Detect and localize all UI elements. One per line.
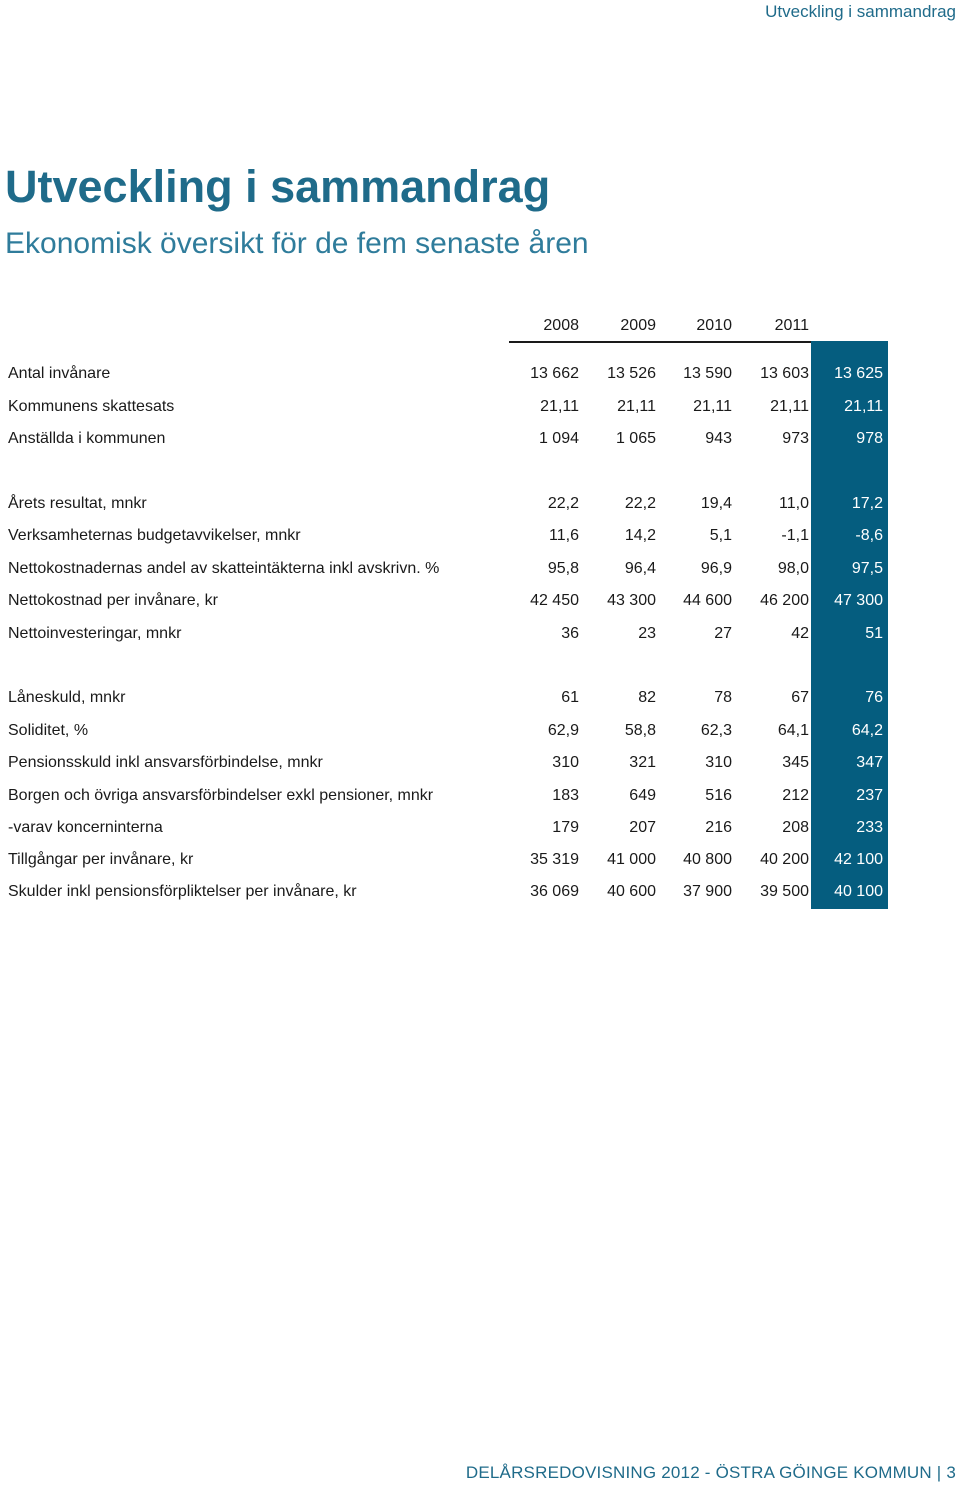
- row-label: -varav koncerninterna: [8, 819, 163, 836]
- table-cell: 21,11: [617, 398, 656, 415]
- table-cell: 179: [552, 819, 579, 836]
- table-cell: 13 526: [607, 365, 656, 382]
- row-label: Anställda i kommunen: [8, 430, 166, 447]
- table-cell: -1,1: [781, 527, 809, 544]
- table-cell: 345: [782, 754, 809, 771]
- table-cell: 183: [552, 787, 579, 804]
- table-cell: 11,0: [779, 495, 809, 512]
- table-cell: 42 450: [530, 592, 579, 609]
- table-cell-highlight: 42 100: [834, 851, 883, 868]
- year-header-2009: 2009: [620, 317, 656, 334]
- year-header-2010: 2010: [696, 317, 732, 334]
- table-cell: 21,11: [540, 398, 579, 415]
- table-cell: 40 600: [607, 883, 656, 900]
- table-cell: 22,2: [547, 495, 579, 512]
- table-cell: 35 319: [530, 851, 579, 868]
- table-cell: 62,3: [700, 722, 732, 739]
- table-cell: 43 300: [607, 592, 656, 609]
- table-cell: 516: [705, 787, 732, 804]
- table-cell-highlight: 237: [856, 787, 883, 804]
- table-cell: 207: [629, 819, 656, 836]
- row-label: Verksamheternas budgetavvikelser, mnkr: [8, 527, 301, 544]
- table-cell: 973: [782, 430, 809, 447]
- row-label: Antal invånare: [8, 365, 111, 382]
- table-cell: 67: [791, 689, 809, 706]
- table-cell: 13 603: [760, 365, 809, 382]
- table-cell: 98,0: [777, 560, 809, 577]
- table-cell: 61: [561, 689, 579, 706]
- row-label: Skulder inkl pensionsförpliktelser per invånare, kr: [8, 883, 357, 900]
- year-header-rule: [509, 341, 811, 343]
- table-cell: 64,1: [777, 722, 809, 739]
- table-cell: 21,11: [693, 398, 732, 415]
- row-label: Årets resultat, mnkr: [8, 495, 147, 512]
- page-title: Utveckling i sammandrag: [5, 161, 551, 212]
- table-cell: 37 900: [683, 883, 732, 900]
- table-cell: 19,4: [700, 495, 732, 512]
- table-cell: 5,1: [709, 527, 732, 544]
- table-cell: 36 069: [530, 883, 579, 900]
- table-cell-highlight: 64,2: [851, 722, 883, 739]
- table-cell: 39 500: [760, 883, 809, 900]
- row-label: Soliditet, %: [8, 722, 89, 739]
- row-label: Nettokostnad per invånare, kr: [8, 592, 218, 609]
- running-header: Utveckling i sammandrag: [765, 2, 956, 21]
- year-header-2011: 2011: [774, 317, 809, 334]
- row-label: Låneskuld, mnkr: [8, 689, 126, 706]
- table-cell: 21,11: [770, 398, 809, 415]
- row-label: Kommunens skattesats: [8, 398, 175, 415]
- table-cell: 14,2: [624, 527, 656, 544]
- row-label: Pensionsskuld inkl ansvarsförbindelse, mnkr: [8, 754, 323, 771]
- year-header-2008: 2008: [543, 317, 579, 334]
- table-cell-highlight: 13 625: [834, 365, 883, 382]
- row-label: Tillgångar per invånare, kr: [8, 851, 194, 868]
- table-cell: 1 065: [615, 430, 656, 447]
- table-cell-highlight: 233: [856, 819, 883, 836]
- table-cell: 62,9: [547, 722, 579, 739]
- year-header-2012p: 2012 P: [832, 317, 883, 334]
- table-cell: 310: [705, 754, 732, 771]
- table-cell-highlight: 17,2: [851, 495, 883, 512]
- table-cell: 23: [638, 625, 656, 642]
- table-cell-highlight: 51: [865, 625, 883, 642]
- table-cell-highlight: 978: [856, 430, 883, 447]
- table-cell: 40 200: [760, 851, 809, 868]
- table-cell-highlight: 347: [856, 754, 883, 771]
- table-cell: 208: [782, 819, 809, 836]
- row-label: Nettoinvesteringar, mnkr: [8, 625, 182, 642]
- table-cell: 41 000: [607, 851, 656, 868]
- table-cell: 13 662: [530, 365, 579, 382]
- table-cell: 42: [791, 625, 809, 642]
- table-cell: 95,8: [547, 560, 579, 577]
- table-cell: 96,4: [624, 560, 656, 577]
- table-cell: 321: [629, 754, 656, 771]
- table-cell: 310: [552, 754, 579, 771]
- table-cell: 943: [705, 430, 732, 447]
- table-cell: 13 590: [683, 365, 732, 382]
- table-cell: 82: [638, 689, 656, 706]
- table-cell-highlight: 21,11: [844, 398, 883, 415]
- row-label: Nettokostnadernas andel av skatteintäkterna inkl avskrivn. %: [8, 560, 440, 577]
- table-cell: 1 094: [538, 430, 579, 447]
- table-cell: 40 800: [683, 851, 732, 868]
- table-cell: 44 600: [683, 592, 732, 609]
- row-label: Borgen och övriga ansvarsförbindelser exkl pensioner, mnkr: [8, 787, 434, 804]
- table-cell: 11,6: [549, 527, 579, 544]
- table-cell: 649: [629, 787, 656, 804]
- table-cell: 46 200: [760, 592, 809, 609]
- table-cell: 212: [782, 787, 809, 804]
- table-cell: 78: [714, 689, 732, 706]
- table-cell: 36: [561, 625, 579, 642]
- table-cell-highlight: -8,6: [855, 527, 883, 544]
- table-cell: 27: [714, 625, 732, 642]
- table-cell: 22,2: [624, 495, 656, 512]
- table-cell: 58,8: [624, 722, 656, 739]
- table-cell-highlight: 40 100: [834, 883, 883, 900]
- page-subtitle: Ekonomisk översikt för de fem senaste åren: [5, 227, 589, 260]
- table-cell: 96,9: [700, 560, 732, 577]
- page-footer: DELÅRSREDOVISNING 2012 - ÖSTRA GÖINGE KOMMUN | 3: [465, 1463, 956, 1482]
- table-cell-highlight: 47 300: [834, 592, 883, 609]
- table-cell: 216: [705, 819, 732, 836]
- table-cell-highlight: 76: [865, 689, 883, 706]
- table-cell-highlight: 97,5: [851, 560, 883, 577]
